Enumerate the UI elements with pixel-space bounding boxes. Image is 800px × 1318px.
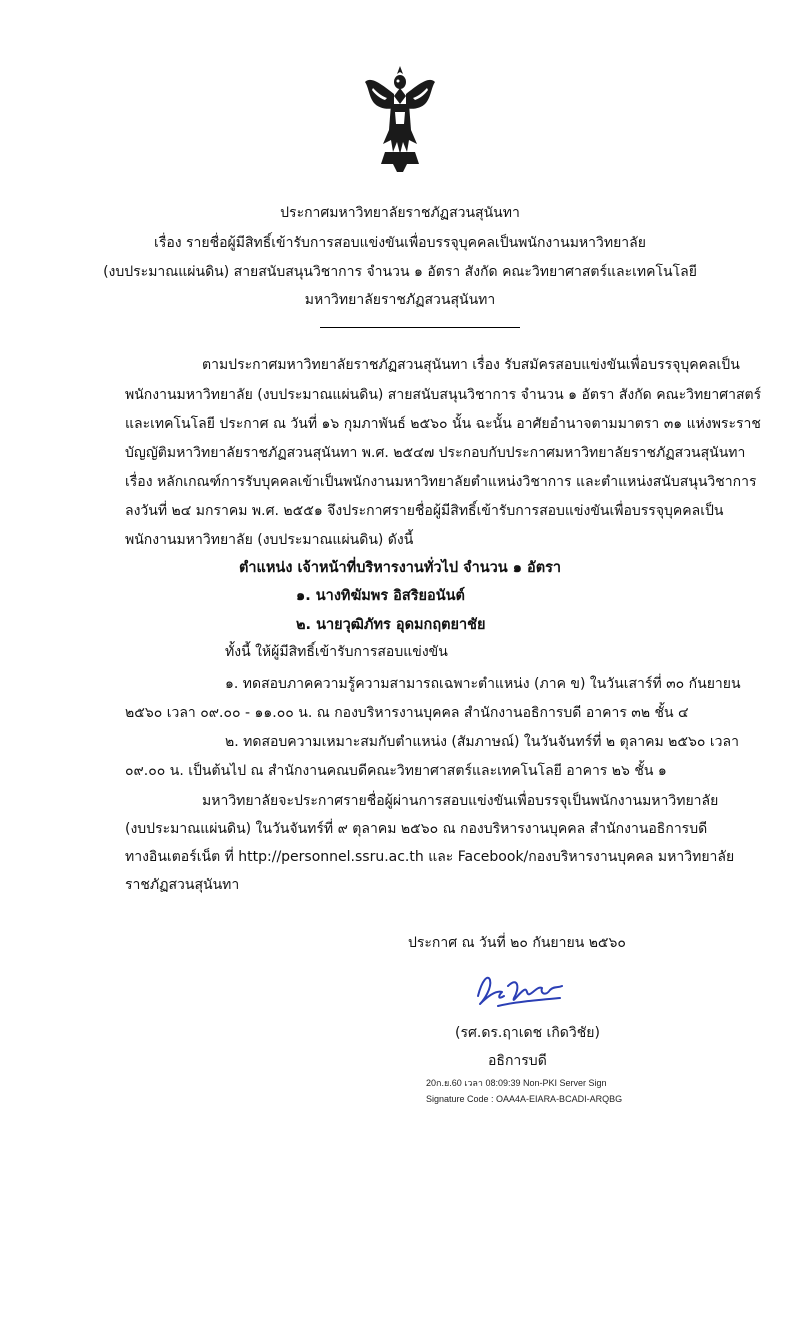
exam-intro: ทั้งนี้ ให้ผู้มีสิทธิ์เข้ารับการสอบแข่งขัน: [225, 644, 448, 660]
electronic-sign-stamp: 20ก.ย.60 เวลา 08:09:39 Non-PKI Server Sign: [426, 1078, 607, 1088]
signer-title: อธิการบดี: [488, 1053, 547, 1069]
signature-code: Signature Code : OAA4A-EIARA-BCADI-ARQBG: [426, 1094, 623, 1104]
exam2-line: ๐๙.๐๐ น. เป็นต้นไป ณ สำนักงานคณบดีคณะวิทยาศาสตร์และเทคโนโลยี อาคาร ๒๖ ชั้น ๑: [125, 763, 667, 779]
exam1-line: ๒๕๖๐ เวลา ๐๙.๐๐ - ๑๑.๐๐ น. ณ กองบริหารงานบุคคล สำนักงานอธิการบดี อาคาร ๓๒ ชั้น ๔: [125, 705, 689, 721]
announce-line: (งบประมาณแผ่นดิน) ในวันจันทร์ที่ ๙ ตุลาคม ๒๕๖๐ ณ กองบริหารงานบุคคล สำนักงานอธิการบดี: [125, 821, 708, 837]
body-para1-line: ลงวันที่ ๒๔ มกราคม พ.ศ. ๒๕๕๑ จึงประกาศรายชื่อผู้มีสิทธิ์เข้ารับการสอบแข่งขันเพื่อบรรจุบุคคลเป็น: [125, 503, 724, 519]
candidate-item: ๑. นางทิฆัมพร อิสริยอนันต์: [296, 588, 465, 604]
exam2-line: ๒. ทดสอบความเหมาะสมกับตำแหน่ง (สัมภาษณ์) ในวันจันทร์ที่ ๒ ตุลาคม ๒๕๖๐ เวลา: [225, 734, 739, 750]
signature-icon: [468, 966, 568, 1016]
subject-line-2: (งบประมาณแผ่นดิน) สายสนับสนุนวิชาการ จำนวน ๑ อัตรา สังกัด คณะวิทยาศาสตร์และเทคโนโลยี: [103, 264, 697, 280]
body-para1-line: และเทคโนโลยี ประกาศ ณ วันที่ ๑๖ กุมภาพันธ์ ๒๕๖๐ นั้น ฉะนั้น อาศัยอำนาจตามมาตรา ๓๑ แห่งพระราช: [125, 416, 761, 432]
body-para1-line: ตามประกาศมหาวิทยาลัยราชภัฏสวนสุนันทา เรื่อง รับสมัครสอบแข่งขันเพื่อบรรจุบุคคลเป็น: [202, 357, 740, 373]
exam1-line: ๑. ทดสอบภาคความรู้ความสามารถเฉพาะตำแหน่ง (ภาค ข) ในวันเสาร์ที่ ๓๐ กันยายน: [225, 676, 741, 692]
body-para1-line: พนักงานมหาวิทยาลัย (งบประมาณแผ่นดิน) สายสนับสนุนวิชาการ จำนวน ๑ อัตรา สังกัด คณะวิทยาศาสตร์: [125, 387, 762, 403]
announce-line: มหาวิทยาลัยจะประกาศรายชื่อผู้ผ่านการสอบแข่งขันเพื่อบรรจุเป็นพนักงานมหาวิทยาลัย: [202, 793, 719, 809]
subject-line-3: มหาวิทยาลัยราชภัฏสวนสุนันทา: [304, 292, 496, 308]
announcement-title: ประกาศมหาวิทยาลัยราชภัฏสวนสุนันทา: [280, 205, 520, 221]
body-para1-line: พนักงานมหาวิทยาลัย (งบประมาณแผ่นดิน) ดังนี้: [125, 532, 414, 548]
body-para1-line: เรื่อง หลักเกณฑ์การรับบุคคลเข้าเป็นพนักงานมหาวิทยาลัยตำแหน่งวิชาการ และตำแหน่งสนับสนุนวิชาการ: [125, 474, 757, 490]
garuda-emblem-icon: [363, 64, 437, 172]
title-divider: [320, 327, 520, 328]
candidate-item: ๒. นายวุฒิภัทร อุดมกฤตยาชัย: [296, 617, 486, 633]
announce-line: ทางอินเตอร์เน็ต ที่ http://personnel.ssru.ac.th และ Facebook/กองบริหารงานบุคคล มหาวิทยาลัย: [125, 849, 735, 865]
body-para1-line: บัญญัติมหาวิทยาลัยราชภัฏสวนสุนันทา พ.ศ. ๒๕๔๗ ประกอบกับประกาศมหาวิทยาลัยราชภัฏสวนสุนันทา: [125, 445, 746, 461]
announcement-date: ประกาศ ณ วันที่ ๒๐ กันยายน ๒๕๖๐: [408, 935, 626, 951]
subject-line-1: เรื่อง รายชื่อผู้มีสิทธิ์เข้ารับการสอบแข่งขันเพื่อบรรจุบุคคลเป็นพนักงานมหาวิทยาลัย: [154, 235, 646, 251]
position-heading: ตำแหน่ง เจ้าหน้าที่บริหารงานทั่วไป จำนวน ๑ อัตรา: [238, 560, 562, 576]
signer-name: (รศ.ดร.ฤาเดช เกิดวิชัย): [455, 1025, 600, 1041]
announce-line: ราชภัฏสวนสุนันทา: [125, 877, 240, 893]
